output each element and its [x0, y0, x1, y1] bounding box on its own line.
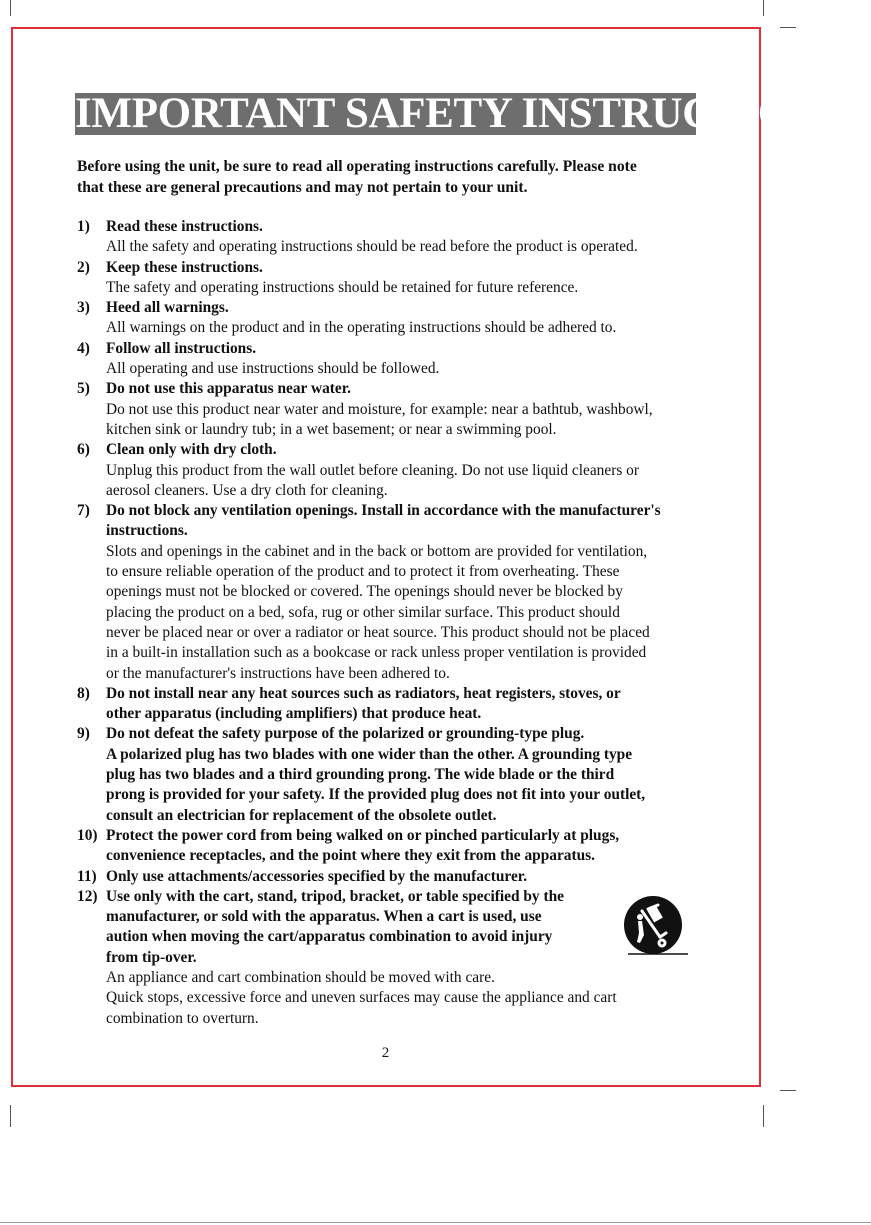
item-number: 3) — [77, 299, 90, 317]
item-heading-line: aution when moving the cart/apparatus combination to avoid injury — [106, 928, 553, 946]
item-body-line: to ensure reliable operation of the product and to protect it from overheating. These — [106, 563, 620, 581]
item-number: 4) — [77, 339, 90, 357]
item-number: 12) — [77, 887, 98, 905]
crop-mark — [763, 1105, 764, 1127]
item-body-line: combination to overturn. — [106, 1009, 259, 1027]
item-heading-line: convenience receptacles, and the point where they exit from the apparatus. — [106, 847, 596, 865]
crop-mark — [10, 0, 11, 16]
item-body-line: aerosol cleaners. Use a dry cloth for cleaning. — [106, 481, 388, 499]
item-body-line: Unplug this product from the wall outlet before cleaning. Do not use liquid cleaners or — [106, 461, 639, 479]
instruction-item — [77, 339, 717, 380]
item-heading-line: Heed all warnings. — [106, 299, 229, 317]
item-body-line: Slots and openings in the cabinet and in the back or bottom are provided for ventilation, — [106, 542, 648, 560]
instruction-item — [77, 258, 717, 299]
instruction-item — [77, 440, 717, 501]
intro-line: Before using the unit, be sure to read all operating instructions carefully. Please note — [77, 158, 637, 175]
item-number: 2) — [77, 258, 90, 276]
instruction-item — [77, 501, 717, 684]
item-heading-line: Keep these instructions. — [106, 258, 263, 276]
intro-line: that these are general precautions and may not pertain to your unit. — [77, 179, 528, 196]
instruction-item — [77, 217, 717, 258]
instruction-item — [77, 684, 717, 725]
item-body-line: An appliance and cart combination should be moved with care. — [106, 968, 495, 986]
item-heading-line: prong is provided for your safety. If the provided plug does not fit into your outlet, — [106, 786, 646, 804]
crop-mark — [780, 27, 796, 28]
page-title: IMPORTANT SAFETY INSTRUCTION — [75, 90, 822, 137]
item-body-line: Do not use this product near water and moisture, for example: near a bathtub, washbowl, — [106, 400, 653, 418]
item-number: 1) — [77, 218, 90, 235]
item-heading-line: plug has two blades and a third grounding prong. The wide blade or the third — [106, 766, 615, 784]
crop-mark — [10, 1105, 11, 1127]
instruction-item — [77, 379, 717, 440]
item-heading-line: other apparatus (including amplifiers) that produce heat. — [106, 705, 482, 723]
item-number: 5) — [77, 380, 90, 398]
item-heading-line: Do not block any ventilation openings. Install in accordance with the manufacturer's — [106, 502, 661, 520]
crop-mark — [763, 0, 764, 16]
item-heading-line: Protect the power cord from being walked on or pinched particularly at plugs, — [106, 826, 620, 844]
instruction-item — [77, 867, 717, 887]
item-body-line: openings must not be blocked or covered. The openings should never be blocked by — [106, 583, 623, 601]
item-heading-line: Clean only with dry cloth. — [106, 441, 277, 459]
crop-mark — [0, 1222, 871, 1223]
item-number: 11) — [77, 867, 97, 885]
item-body-line: All warnings on the product and in the operating instructions should be adhered to. — [106, 319, 617, 337]
item-heading-line: consult an electrician for replacement of the obsolete outlet. — [106, 806, 497, 824]
item-heading-line: Do not install near any heat sources such as radiators, heat registers, stoves, or — [106, 684, 621, 702]
item-heading-line: Follow all instructions. — [106, 339, 257, 357]
instruction-item — [77, 826, 717, 867]
item-heading-line: instructions. — [106, 522, 188, 540]
item-body-line: All the safety and operating instructions should be read before the product is operated. — [106, 238, 638, 256]
item-number: 7) — [77, 502, 90, 520]
item-body-line: in a built-in installation such as a bookcase or rack unless proper ventilation is provided — [106, 644, 647, 662]
item-body-line: kitchen sink or laundry tub; in a wet basement; or near a swimming pool. — [106, 420, 557, 438]
item-number: 10) — [77, 826, 98, 844]
cart-tip-over-warning-icon — [620, 893, 690, 959]
intro-paragraph — [77, 156, 717, 198]
item-heading-line: Do not defeat the safety purpose of the polarized or grounding-type plug. — [106, 725, 585, 743]
item-body-line: The safety and operating instructions should be retained for future reference. — [106, 278, 579, 296]
item-body-line: Quick stops, excessive force and uneven surfaces may cause the appliance and cart — [106, 989, 617, 1007]
item-number: 6) — [77, 441, 90, 459]
item-heading-line: Do not use this apparatus near water. — [106, 380, 351, 398]
item-body-line: never be placed near or over a radiator or heat source. This product should not be placed — [106, 623, 650, 641]
crop-mark — [780, 1090, 796, 1091]
item-heading-line: Read these instructions. — [106, 218, 263, 235]
page-number: 2 — [381, 1045, 390, 1061]
instruction-item — [77, 724, 717, 825]
item-heading-line: manufacturer, or sold with the apparatus. When a cart is used, use — [106, 908, 542, 926]
item-number: 9) — [77, 725, 90, 743]
item-body-line: or the manufacturer's instructions have been adhered to. — [106, 664, 450, 682]
item-body-line: placing the product on a bed, sofa, rug or other similar surface. This product should — [106, 603, 620, 621]
item-number: 8) — [77, 684, 90, 702]
item-heading-line: Only use attachments/accessories specified by the manufacturer. — [106, 867, 528, 885]
instruction-item — [77, 298, 717, 339]
item-body-line: All operating and use instructions should be followed. — [106, 360, 440, 378]
item-heading-line: A polarized plug has two blades with one wider than the other. A grounding type — [106, 745, 633, 763]
item-heading-line: from tip-over. — [106, 948, 197, 966]
item-heading-line: Use only with the cart, stand, tripod, bracket, or table specified by the — [106, 887, 564, 905]
